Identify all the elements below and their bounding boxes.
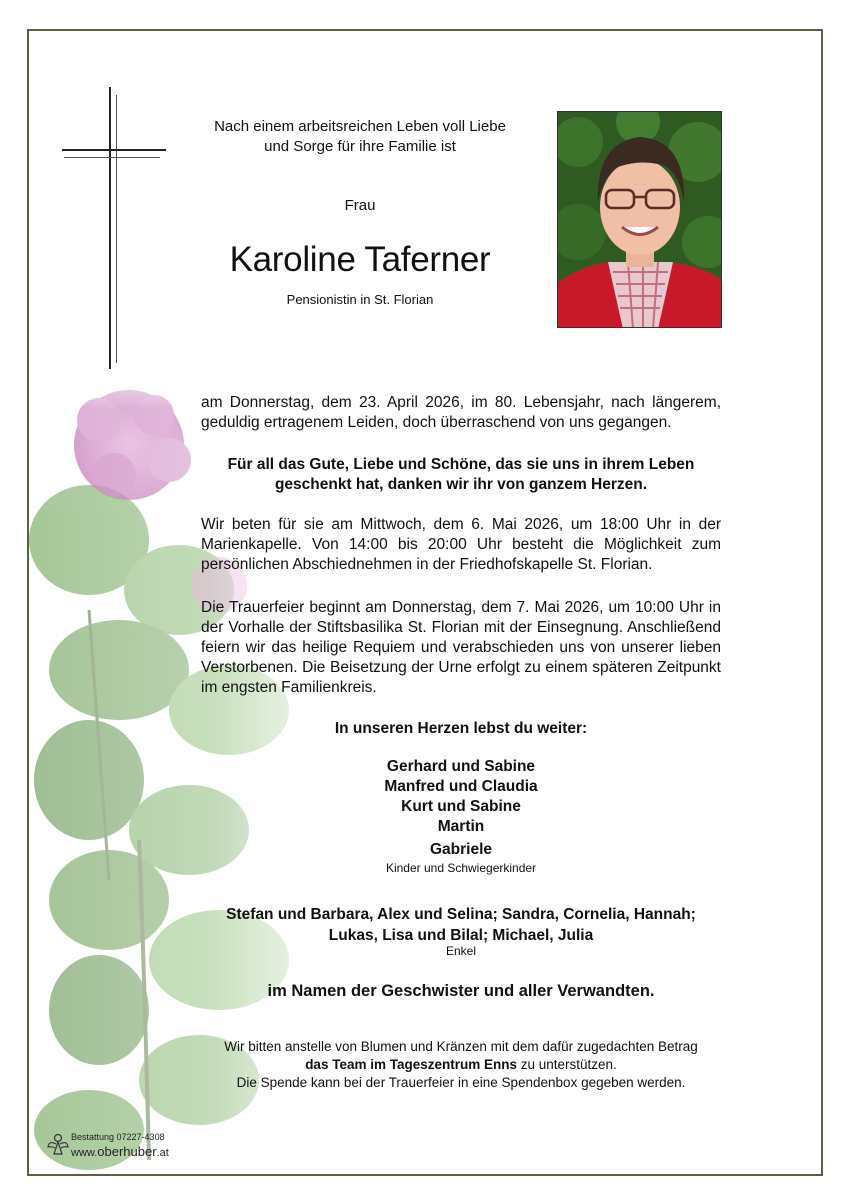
family-line: im Namen der Geschwister und aller Verwandten.	[267, 982, 655, 1000]
funeral-text: Die Trauerfeier beginnt am Donnerstag, dem 7. Mai 2026, um 10:00 Uhr in der Vorhalle der Stiftsbasilika St. Florian mit der Einsegnung. Anschließend feiern wir das heilige Requiem und verabschieden uns von unserer lieben Verstorbenen. Die Beisetzung der Urne erfolgt zu einem späteren Zeitpunkt im engsten Familienkreis.	[201, 599, 721, 696]
grandchildren-label: Enkel	[445, 944, 477, 958]
grandchildren-line-2: Lukas, Lisa und Bilal; Michael, Julia	[328, 927, 594, 944]
donation-line-2-rest: zu unterstützen.	[517, 1057, 617, 1072]
list-item: Gabriele	[429, 841, 493, 858]
angel-icon	[47, 1132, 69, 1156]
intro-line-1: Nach einem arbeitsreichen Leben voll Liebe	[214, 118, 506, 135]
thanks-line-1: Für all das Gute, Liebe und Schöne, das sie uns in ihrem Leben	[227, 456, 695, 473]
donation-note	[171, 1038, 751, 1092]
donation-line-3: Die Spende kann bei der Trauerfeier in eine Spendenbox gegeben werden.	[236, 1075, 686, 1090]
grandchildren-line-1: Stefan und Barbara, Alex und Selina; Sandra, Cornelia, Hannah;	[226, 906, 696, 923]
death-notice: am Donnerstag, dem 23. April 2026, im 80. Lebensjahr, nach längerem, geduldig ertragenem Leiden, doch überraschend von uns gegangen.	[201, 394, 721, 431]
deceased-name: Karoline Taferner	[229, 240, 491, 279]
company-phone: Bestattung 07227-4308	[71, 1132, 165, 1142]
donation-recipient: das Team im Tageszentrum Enns	[305, 1057, 517, 1072]
thanks-line-2: geschenkt hat, danken wir ihr von ganzem Herzen.	[274, 476, 648, 493]
list-item: Manfred und Claudia	[384, 778, 538, 795]
intro-text	[190, 117, 530, 157]
website-link[interactable]: www.oberhuber.at	[71, 1144, 169, 1159]
salutation: Frau	[344, 197, 376, 214]
list-item: Martin	[437, 818, 485, 835]
funeral-home-footer	[44, 1130, 184, 1162]
children-list	[251, 757, 671, 860]
occupation: Pensionistin in St. Florian	[286, 292, 434, 307]
list-item: Kurt und Sabine	[401, 798, 521, 815]
thanks-text	[201, 455, 721, 495]
intro-line-2: und Sorge für ihre Familie ist	[264, 138, 456, 155]
list-item: Gerhard und Sabine	[386, 758, 536, 775]
memorial-heading: In unseren Herzen lebst du weiter:	[334, 720, 588, 737]
cross-icon	[60, 87, 170, 372]
donation-line-2	[171, 1056, 751, 1074]
donation-line-1: Wir bitten anstelle von Blumen und Kränzen mit dem dafür zugedachten Betrag	[224, 1039, 698, 1054]
portrait-photo	[557, 111, 722, 328]
prayer-text: Wir beten für sie am Mittwoch, dem 6. Mai 2026, um 18:00 Uhr in der Marienkapelle. Von 14:00 bis 20:00 Uhr besteht die Möglichkeit zum persönlichen Abschiednehmen in der Friedhofskapelle St. Florian.	[201, 516, 721, 573]
grandchildren-list	[191, 904, 731, 946]
children-label: Kinder und Schwiegerkinder	[385, 861, 537, 875]
